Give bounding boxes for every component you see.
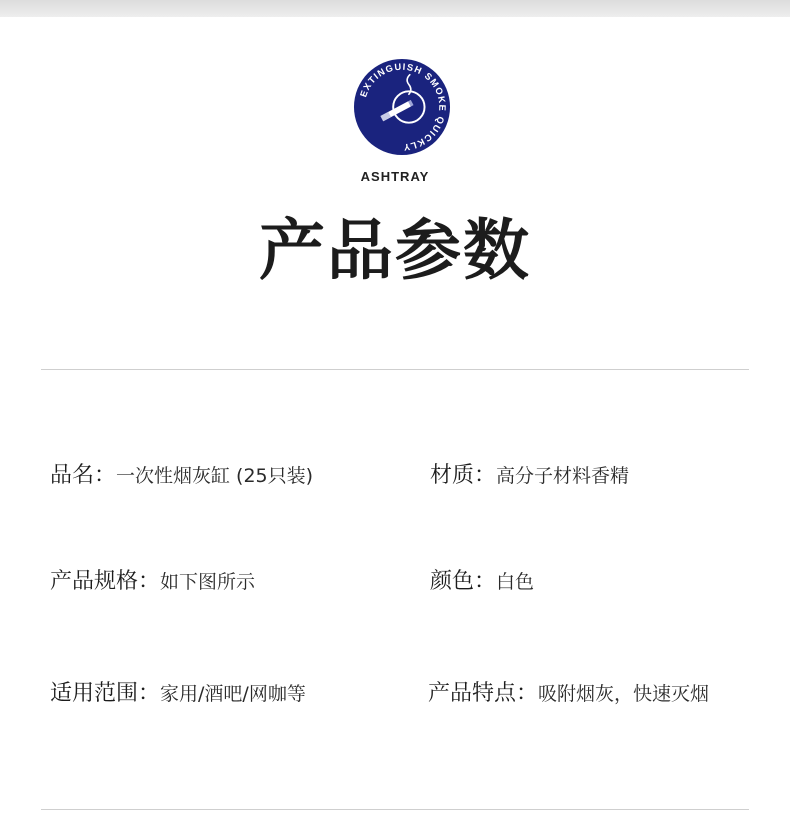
divider-top bbox=[41, 369, 749, 370]
spec-value: 高分子材料香精 bbox=[496, 465, 630, 487]
page-title: 产品参数 bbox=[259, 212, 531, 289]
spec-label: 材质： bbox=[430, 463, 497, 488]
spec-value: 家用/酒吧/网咖等 bbox=[160, 683, 306, 705]
spec-product-name bbox=[50, 461, 313, 492]
top-bar bbox=[0, 0, 790, 17]
brand-name: ASHTRAY bbox=[360, 169, 430, 184]
spec-features bbox=[428, 679, 709, 710]
spec-color bbox=[430, 567, 534, 598]
spec-label: 颜色： bbox=[430, 569, 497, 594]
logo-ring-text: EXTINGUISH SMOKE QUICKLY bbox=[358, 61, 448, 153]
spec-usage bbox=[50, 679, 306, 710]
spec-label: 产品规格： bbox=[50, 569, 161, 594]
spec-value: 一次性烟灰缸 (25只装) bbox=[116, 465, 314, 487]
spec-value: 吸附烟灰，快速灭烟 bbox=[538, 683, 710, 705]
spec-value: 如下图所示 bbox=[160, 571, 256, 593]
divider-bottom bbox=[41, 809, 749, 810]
ashtray-logo bbox=[353, 58, 451, 156]
spec-label: 品名： bbox=[50, 463, 117, 488]
spec-material bbox=[430, 461, 629, 492]
spec-label: 适用范围： bbox=[50, 681, 161, 706]
spec-value: 白色 bbox=[496, 571, 535, 593]
spec-label: 产品特点： bbox=[428, 681, 539, 706]
spec-size bbox=[50, 567, 255, 598]
